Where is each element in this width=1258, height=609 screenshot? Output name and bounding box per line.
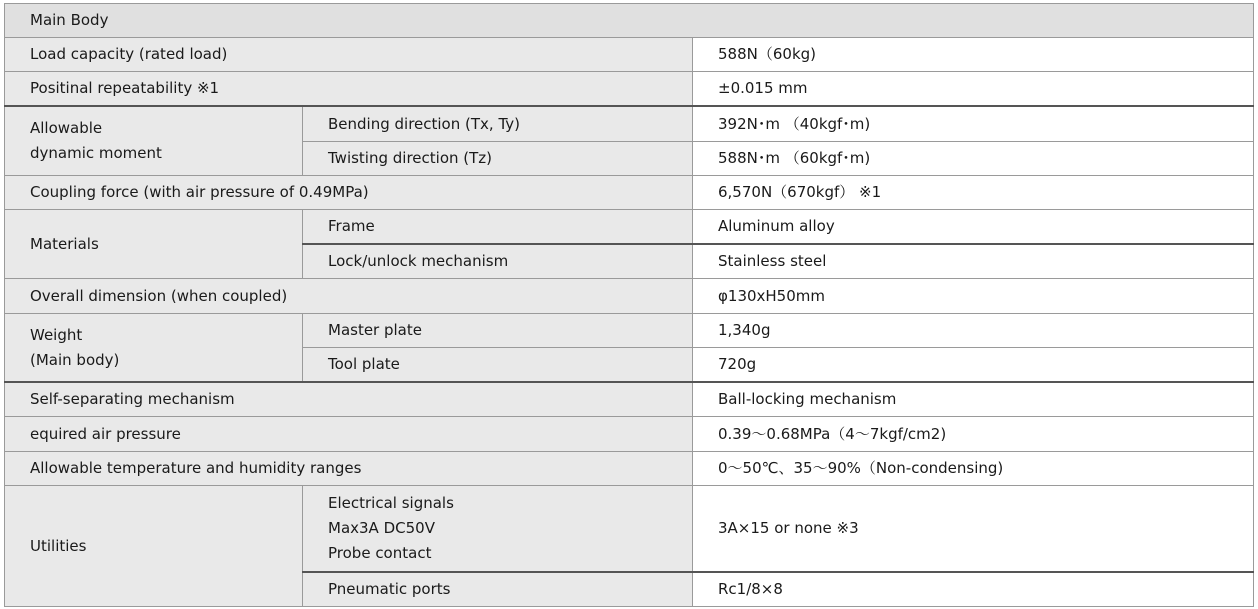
table-row [5, 382, 1254, 417]
table-header: Main Body [5, 4, 1254, 38]
air-pressure-label: equired air pressure [5, 417, 693, 452]
spec-table [4, 3, 1254, 607]
dynamic-moment-label-line1: Allowable [30, 119, 103, 137]
electrical-label-line3: Probe contact [328, 544, 432, 562]
weight-label-line1: Weight [30, 325, 83, 344]
table-row [5, 279, 1254, 314]
bending-value: 392N･m （40kgf･m) [693, 106, 1254, 142]
electrical-signals-label [303, 486, 693, 573]
table-row [5, 417, 1254, 452]
materials-label: Materials [5, 210, 303, 279]
frame-value: Aluminum alloy [693, 210, 1254, 245]
tool-plate-value: 720g [693, 348, 1254, 383]
twisting-label: Twisting direction (Tz) [303, 142, 693, 176]
lock-mechanism-value: Stainless steel [693, 244, 1254, 279]
frame-label: Frame [303, 210, 693, 245]
electrical-label-line2: Max3A DC50V [328, 519, 435, 537]
self-separating-label: Self-separating mechanism [5, 382, 693, 417]
table-row [5, 176, 1254, 210]
master-plate-label: Master plate [303, 314, 693, 348]
electrical-label-line1: Electrical signals [328, 494, 454, 512]
master-plate-value: 1,340g [693, 314, 1254, 348]
table-row [5, 4, 1254, 38]
repeatability-label: Positinal repeatability ※1 [5, 72, 693, 107]
table-row [5, 314, 1254, 348]
coupling-force-value: 6,570N（670kgf） ※1 [693, 176, 1254, 210]
overall-dimension-value: φ130xH50mm [693, 279, 1254, 314]
temperature-label: Allowable temperature and humidity ranges [5, 452, 693, 486]
bending-label: Bending direction (Tx, Ty) [303, 106, 693, 142]
table-row [5, 72, 1254, 107]
table-row [5, 38, 1254, 72]
twisting-value: 588N･m （60kgf･m) [693, 142, 1254, 176]
temperature-value: 0～50℃、35～90%（Non-condensing) [693, 452, 1254, 486]
tool-plate-label: Tool plate [303, 348, 693, 383]
dynamic-moment-label-line2: dynamic moment [30, 144, 162, 162]
pneumatic-ports-value: Rc1/8×8 [693, 572, 1254, 607]
air-pressure-value: 0.39～0.68MPa（4～7kgf/cm2) [693, 417, 1254, 452]
utilities-label: Utilities [5, 486, 303, 607]
table-row [5, 210, 1254, 245]
electrical-signals-value: 3A×15 or none ※3 [693, 486, 1254, 573]
weight-label-line2: (Main body) [30, 350, 120, 369]
table-row [5, 106, 1254, 142]
load-capacity-value: 588N（60kg) [693, 38, 1254, 72]
overall-dimension-label: Overall dimension (when coupled) [5, 279, 693, 314]
repeatability-value: ±0.015 mm [693, 72, 1254, 107]
table-row [5, 486, 1254, 573]
dynamic-moment-label [5, 106, 303, 176]
load-capacity-label: Load capacity (rated load) [5, 38, 693, 72]
coupling-force-label: Coupling force (with air pressure of 0.49MPa) [5, 176, 693, 210]
table-row [5, 452, 1254, 486]
pneumatic-ports-label: Pneumatic ports [303, 572, 693, 607]
weight-label [5, 314, 303, 383]
self-separating-value: Ball-locking mechanism [693, 382, 1254, 417]
lock-mechanism-label: Lock/unlock mechanism [303, 244, 693, 279]
